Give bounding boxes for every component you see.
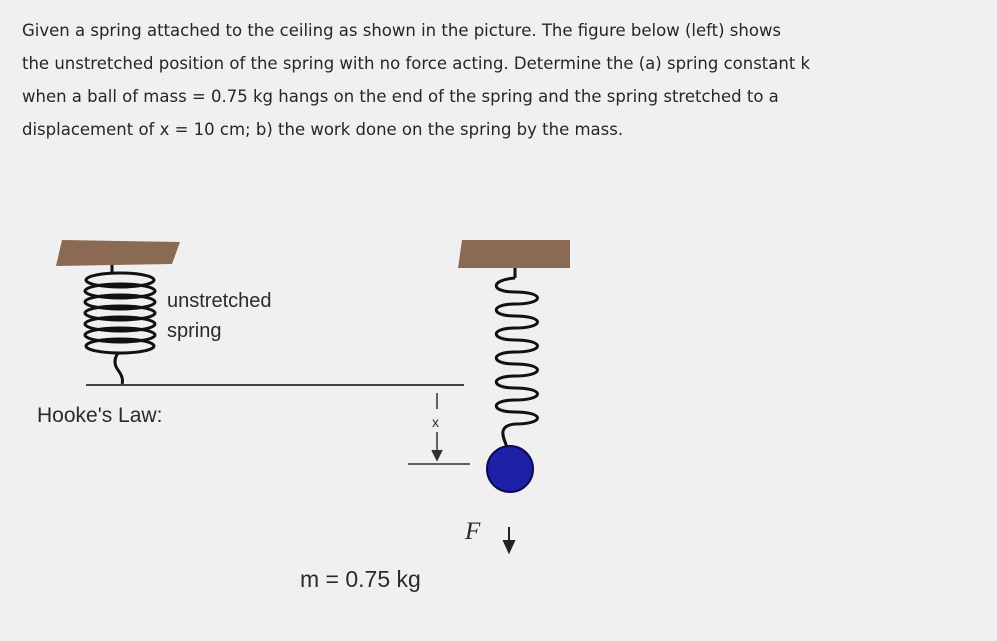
problem-line-2: the unstretched position of the spring with no force acting. Determine the (a) spring constant k (22, 54, 811, 73)
unstretched-label-line-1: unstretched (167, 290, 272, 312)
displacement-x-label: x (432, 414, 439, 430)
right-ceiling-block (458, 240, 570, 268)
hookes-law-label: Hooke's Law: (37, 404, 163, 427)
force-label: F (465, 518, 481, 545)
unstretched-label-line-2: spring (167, 320, 222, 342)
displacement-marker (408, 393, 470, 464)
left-ceiling-block (56, 240, 180, 266)
right-spring (496, 268, 537, 450)
problem-line-3: when a ball of mass = 0.75 kg hangs on the end of the spring and the spring stretched to a (22, 87, 779, 106)
hanging-ball (487, 446, 533, 492)
mass-label: m = 0.75 kg (300, 566, 421, 592)
problem-line-4: displacement of x = 10 cm; b) the work done on the spring by the mass. (22, 120, 624, 139)
force-arrow (504, 527, 514, 552)
problem-line-1: Given a spring attached to the ceiling as shown in the picture. The figure below (left) shows (22, 21, 782, 40)
left-spring (85, 265, 155, 384)
unstretched-spring-label (167, 286, 272, 346)
